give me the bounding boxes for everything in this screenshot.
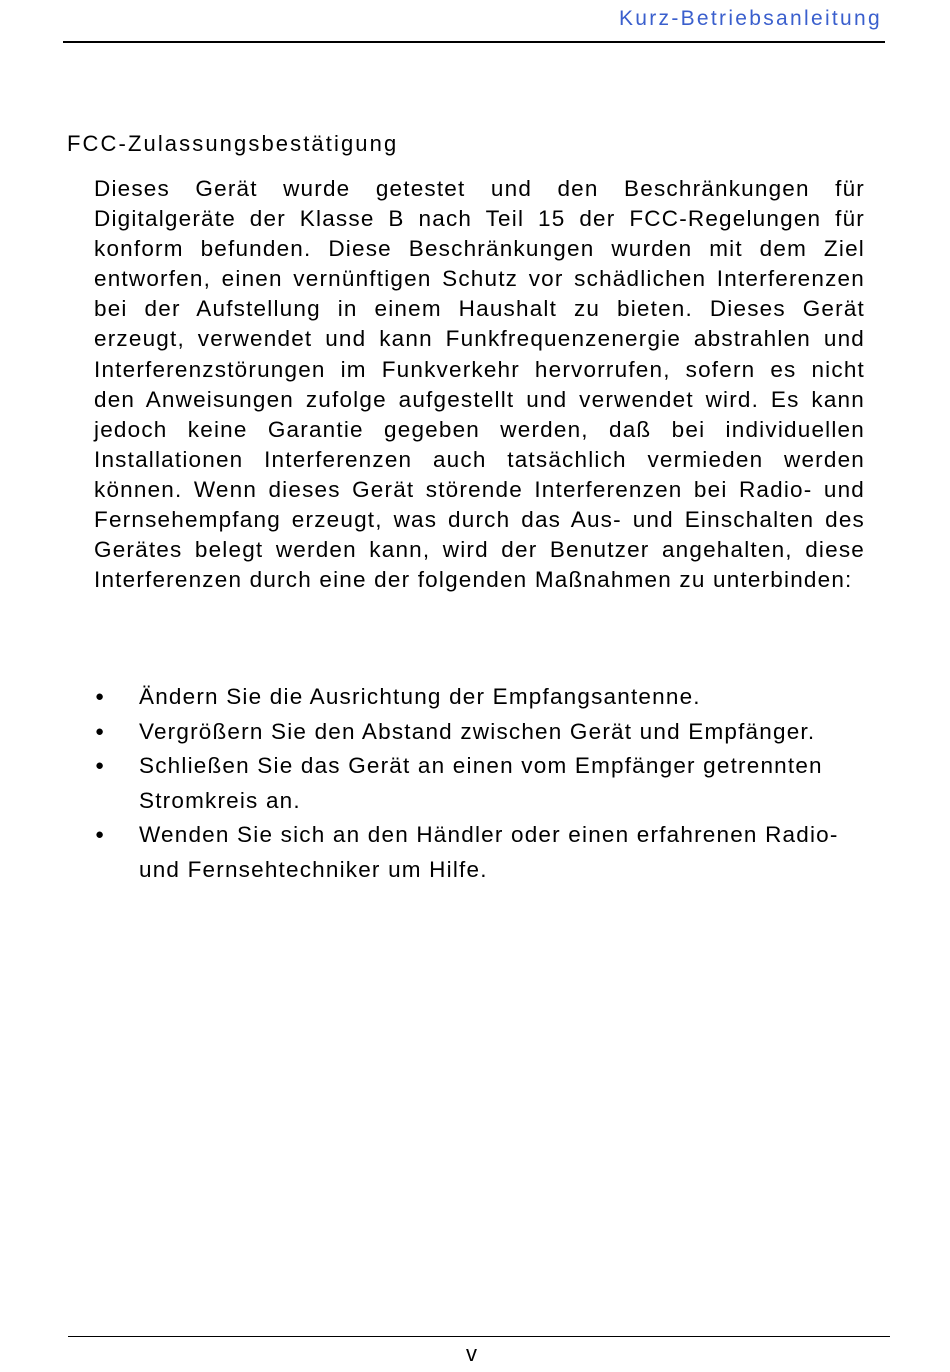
bullet-icon: ● [95, 722, 106, 740]
measures-list [0, 680, 950, 887]
bullet-icon: ● [95, 826, 106, 843]
list-item [0, 680, 859, 715]
list-item [0, 818, 859, 887]
footer-divider [68, 1336, 890, 1337]
section-heading: FCC-Zulassungsbestätigung [67, 131, 399, 156]
list-item-text: Wenden Sie sich an den Händler oder einen erfahrenen Radio- und Fernsehtechniker um Hilfe. [139, 822, 839, 882]
page-number: v [466, 1341, 477, 1366]
list-item-text: Schließen Sie das Gerät an einen vom Empfänger getrennten Stromkreis an. [139, 753, 823, 813]
running-header-title: Kurz-Betriebsanleitung [618, 7, 882, 30]
list-item-text: Vergrößern Sie den Abstand zwischen Gerät und Empfänger. [139, 718, 816, 744]
list-item-text: Ändern Sie die Ausrichtung der Empfangsantenne. [139, 684, 701, 709]
list-item [0, 715, 859, 750]
list-item [0, 749, 859, 818]
bullet-icon: ● [95, 688, 106, 705]
bullet-icon: ● [95, 757, 106, 774]
body-paragraph: Dieses Gerät wurde getestet und den Beschränkungen für Digitalgeräte der Klasse B nach Teil 15 der FCC-Regelungen für konform befunden. Diese Beschränkungen wurden mit dem Ziel entworfen, einen vernünftigen Schutz vor schädlichen Interferenzen bei der Aufstellung in einem Haushalt zu bieten. Dieses Gerät erzeugt, verwendet und kann Funkfrequenzenergie abstrahlen und Interferenzstörungen im Funkverkehr hervorrufen, sofern es nicht den Anweisungen zufolge aufgestellt und verwendet wird. Es kann jedoch keine Garantie gegeben werden, daß bei individuellen Installationen Interferenzen auch tatsächlich vermieden werden können. Wenn dieses Gerät störende Interferenzen bei Radio- und Fernsehempfang erzeugt, was durch das Aus- und Einschalten des Gerätes belegt werden kann, wird der Benutzer angehalten, diese Interferenzen durch eine der folgenden Maßnahmen zu unterbinden: [94, 176, 865, 593]
header-divider [63, 41, 885, 43]
